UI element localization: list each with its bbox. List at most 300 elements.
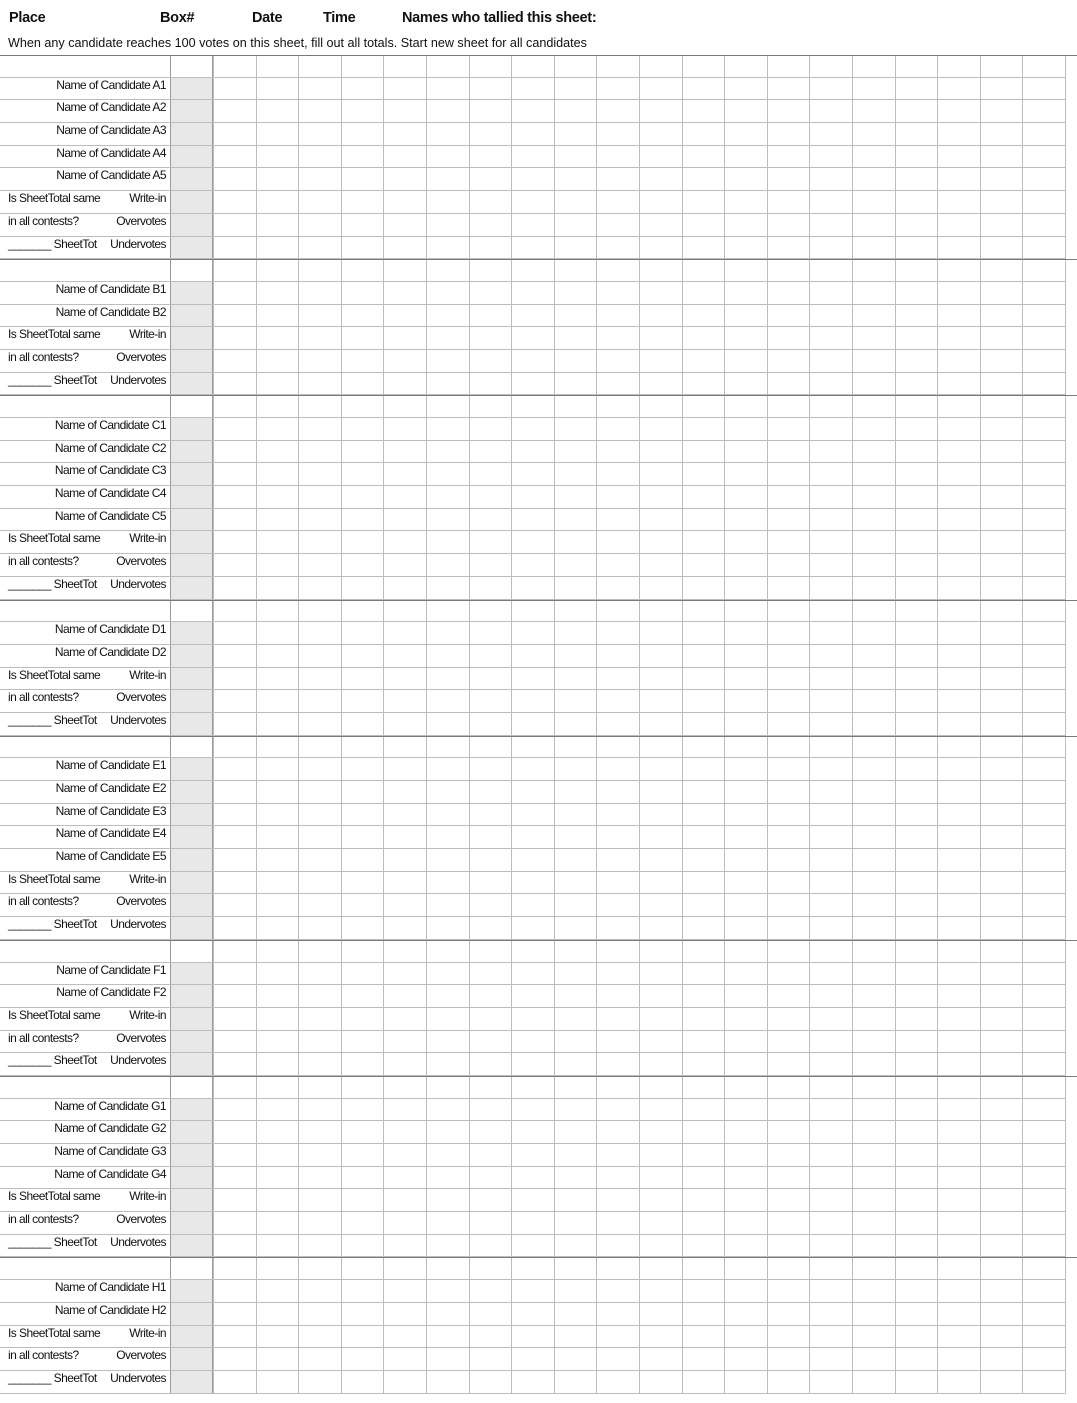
tally-cell[interactable] [724, 1053, 767, 1076]
tally-cell[interactable] [426, 601, 469, 623]
tally-cell[interactable] [682, 849, 725, 872]
tally-cell[interactable] [596, 1099, 639, 1122]
tally-cell[interactable] [767, 146, 810, 169]
tally-cell[interactable] [1022, 713, 1065, 736]
tally-cell[interactable] [383, 1258, 426, 1280]
tally-cell[interactable] [809, 1008, 852, 1031]
tally-cell[interactable] [639, 781, 682, 804]
tally-cell[interactable] [298, 146, 341, 169]
tally-cell[interactable] [341, 941, 384, 963]
tally-cell[interactable] [256, 373, 299, 396]
tally-cell[interactable] [596, 1077, 639, 1099]
tally-cell[interactable] [937, 894, 980, 917]
tally-cell[interactable] [596, 1212, 639, 1235]
tally-cell[interactable] [596, 100, 639, 123]
tally-cell[interactable] [213, 577, 256, 600]
tally-cell[interactable] [256, 486, 299, 509]
tally-cell[interactable] [426, 1144, 469, 1167]
tally-cell[interactable] [724, 737, 767, 759]
tally-cell[interactable] [511, 123, 554, 146]
tally-cell[interactable] [341, 781, 384, 804]
tally-cell[interactable] [809, 577, 852, 600]
tally-cell[interactable] [639, 350, 682, 373]
tally-cell[interactable] [383, 554, 426, 577]
tally-cell[interactable] [511, 554, 554, 577]
tally-cell[interactable] [256, 396, 299, 418]
tally-cell[interactable] [511, 237, 554, 260]
tally-cell[interactable] [341, 100, 384, 123]
tally-cell[interactable] [639, 168, 682, 191]
tally-cell[interactable] [554, 191, 597, 214]
tally-cell[interactable] [895, 396, 938, 418]
tally-cell[interactable] [724, 985, 767, 1008]
tally-cell[interactable] [937, 849, 980, 872]
tally-cell[interactable] [298, 282, 341, 305]
total-input-cell[interactable] [170, 781, 213, 804]
tally-cell[interactable] [554, 872, 597, 895]
tally-cell[interactable] [383, 917, 426, 940]
tally-cell[interactable] [256, 282, 299, 305]
tally-cell[interactable] [809, 350, 852, 373]
tally-cell[interactable] [256, 1167, 299, 1190]
tally-cell[interactable] [767, 373, 810, 396]
tally-cell[interactable] [1022, 645, 1065, 668]
tally-cell[interactable] [298, 305, 341, 328]
tally-cell[interactable] [980, 941, 1023, 963]
total-input-cell[interactable] [170, 804, 213, 827]
tally-cell[interactable] [341, 327, 384, 350]
tally-cell[interactable] [639, 1144, 682, 1167]
tally-cell[interactable] [383, 1144, 426, 1167]
tally-cell[interactable] [596, 1348, 639, 1371]
tally-cell[interactable] [724, 168, 767, 191]
tally-cell[interactable] [639, 804, 682, 827]
tally-cell[interactable] [426, 713, 469, 736]
tally-cell[interactable] [256, 1235, 299, 1258]
tally-cell[interactable] [554, 214, 597, 237]
tally-cell[interactable] [426, 100, 469, 123]
tally-cell[interactable] [596, 781, 639, 804]
tally-cell[interactable] [767, 1212, 810, 1235]
tally-cell[interactable] [895, 985, 938, 1008]
tally-cell[interactable] [980, 645, 1023, 668]
tally-cell[interactable] [937, 56, 980, 78]
tally-cell[interactable] [809, 713, 852, 736]
tally-cell[interactable] [980, 963, 1023, 986]
tally-cell[interactable] [596, 56, 639, 78]
tally-cell[interactable] [937, 1280, 980, 1303]
tally-cell[interactable] [682, 826, 725, 849]
tally-cell[interactable] [341, 146, 384, 169]
tally-cell[interactable] [809, 486, 852, 509]
tally-cell[interactable] [767, 737, 810, 759]
tally-cell[interactable] [554, 373, 597, 396]
tally-cell[interactable] [724, 690, 767, 713]
tally-cell[interactable] [937, 1258, 980, 1280]
tally-cell[interactable] [298, 1053, 341, 1076]
tally-cell[interactable] [511, 645, 554, 668]
total-input-cell[interactable] [170, 418, 213, 441]
tally-cell[interactable] [511, 418, 554, 441]
tally-cell[interactable] [426, 645, 469, 668]
tally-cell[interactable] [639, 191, 682, 214]
tally-cell[interactable] [554, 1258, 597, 1280]
tally-cell[interactable] [682, 804, 725, 827]
tally-cell[interactable] [511, 804, 554, 827]
tally-cell[interactable] [511, 668, 554, 691]
tally-cell[interactable] [980, 146, 1023, 169]
tally-cell[interactable] [383, 56, 426, 78]
tally-cell[interactable] [639, 963, 682, 986]
tally-cell[interactable] [341, 1235, 384, 1258]
tally-cell[interactable] [469, 1348, 512, 1371]
tally-cell[interactable] [639, 531, 682, 554]
tally-cell[interactable] [383, 849, 426, 872]
tally-cell[interactable] [852, 1031, 895, 1054]
tally-cell[interactable] [383, 1212, 426, 1235]
tally-cell[interactable] [426, 531, 469, 554]
tally-cell[interactable] [682, 463, 725, 486]
tally-cell[interactable] [383, 1371, 426, 1394]
tally-cell[interactable] [809, 941, 852, 963]
tally-cell[interactable] [1022, 872, 1065, 895]
tally-cell[interactable] [596, 1031, 639, 1054]
tally-cell[interactable] [895, 1326, 938, 1349]
tally-cell[interactable] [852, 1326, 895, 1349]
tally-cell[interactable] [724, 1099, 767, 1122]
tally-cell[interactable] [469, 1303, 512, 1326]
tally-cell[interactable] [937, 418, 980, 441]
tally-cell[interactable] [980, 872, 1023, 895]
tally-cell[interactable] [213, 1235, 256, 1258]
tally-cell[interactable] [383, 826, 426, 849]
tally-cell[interactable] [383, 1121, 426, 1144]
tally-cell[interactable] [809, 1326, 852, 1349]
tally-cell[interactable] [469, 826, 512, 849]
tally-cell[interactable] [639, 1189, 682, 1212]
tally-cell[interactable] [383, 668, 426, 691]
tally-cell[interactable] [341, 1167, 384, 1190]
total-input-cell[interactable] [170, 645, 213, 668]
tally-cell[interactable] [937, 1031, 980, 1054]
tally-cell[interactable] [596, 601, 639, 623]
tally-cell[interactable] [341, 78, 384, 101]
tally-cell[interactable] [895, 963, 938, 986]
tally-cell[interactable] [426, 872, 469, 895]
tally-cell[interactable] [256, 1348, 299, 1371]
tally-cell[interactable] [511, 1121, 554, 1144]
tally-cell[interactable] [596, 1167, 639, 1190]
tally-cell[interactable] [937, 146, 980, 169]
tally-cell[interactable] [937, 1099, 980, 1122]
tally-cell[interactable] [852, 645, 895, 668]
tally-cell[interactable] [937, 1144, 980, 1167]
tally-cell[interactable] [298, 78, 341, 101]
tally-cell[interactable] [724, 554, 767, 577]
tally-cell[interactable] [213, 191, 256, 214]
total-input-cell[interactable] [170, 509, 213, 532]
tally-cell[interactable] [298, 237, 341, 260]
tally-cell[interactable] [809, 1258, 852, 1280]
tally-cell[interactable] [1022, 668, 1065, 691]
tally-cell[interactable] [937, 327, 980, 350]
tally-cell[interactable] [809, 554, 852, 577]
total-input-cell[interactable] [170, 1008, 213, 1031]
tally-cell[interactable] [256, 1303, 299, 1326]
tally-cell[interactable] [1022, 758, 1065, 781]
tally-cell[interactable] [554, 668, 597, 691]
tally-cell[interactable] [682, 713, 725, 736]
tally-cell[interactable] [767, 1077, 810, 1099]
tally-cell[interactable] [682, 418, 725, 441]
tally-cell[interactable] [469, 849, 512, 872]
total-input-cell[interactable] [170, 941, 213, 963]
tally-cell[interactable] [426, 509, 469, 532]
tally-cell[interactable] [511, 1189, 554, 1212]
tally-cell[interactable] [980, 237, 1023, 260]
tally-cell[interactable] [682, 100, 725, 123]
total-input-cell[interactable] [170, 396, 213, 418]
tally-cell[interactable] [469, 509, 512, 532]
tally-cell[interactable] [213, 260, 256, 282]
tally-cell[interactable] [469, 668, 512, 691]
tally-cell[interactable] [1022, 78, 1065, 101]
tally-cell[interactable] [341, 737, 384, 759]
tally-cell[interactable] [383, 1077, 426, 1099]
tally-cell[interactable] [767, 941, 810, 963]
tally-cell[interactable] [895, 486, 938, 509]
tally-cell[interactable] [639, 123, 682, 146]
tally-cell[interactable] [596, 1144, 639, 1167]
tally-cell[interactable] [213, 1053, 256, 1076]
tally-cell[interactable] [213, 737, 256, 759]
tally-cell[interactable] [767, 486, 810, 509]
tally-cell[interactable] [852, 1053, 895, 1076]
tally-cell[interactable] [256, 350, 299, 373]
tally-cell[interactable] [639, 463, 682, 486]
tally-cell[interactable] [554, 1348, 597, 1371]
tally-cell[interactable] [852, 1371, 895, 1394]
tally-cell[interactable] [682, 168, 725, 191]
tally-cell[interactable] [852, 622, 895, 645]
tally-cell[interactable] [383, 373, 426, 396]
tally-cell[interactable] [298, 577, 341, 600]
tally-cell[interactable] [1022, 441, 1065, 464]
tally-cell[interactable] [383, 985, 426, 1008]
tally-cell[interactable] [511, 758, 554, 781]
tally-cell[interactable] [341, 554, 384, 577]
tally-cell[interactable] [980, 985, 1023, 1008]
tally-cell[interactable] [852, 849, 895, 872]
tally-cell[interactable] [767, 1008, 810, 1031]
tally-cell[interactable] [426, 1371, 469, 1394]
tally-cell[interactable] [852, 396, 895, 418]
tally-cell[interactable] [852, 917, 895, 940]
total-input-cell[interactable] [170, 894, 213, 917]
total-input-cell[interactable] [170, 985, 213, 1008]
tally-cell[interactable] [341, 441, 384, 464]
tally-cell[interactable] [256, 1077, 299, 1099]
tally-cell[interactable] [341, 690, 384, 713]
tally-cell[interactable] [511, 985, 554, 1008]
tally-cell[interactable] [639, 1212, 682, 1235]
tally-cell[interactable] [256, 100, 299, 123]
tally-cell[interactable] [767, 1144, 810, 1167]
tally-cell[interactable] [341, 168, 384, 191]
tally-cell[interactable] [596, 963, 639, 986]
tally-cell[interactable] [213, 1121, 256, 1144]
tally-cell[interactable] [809, 1053, 852, 1076]
tally-cell[interactable] [724, 486, 767, 509]
tally-cell[interactable] [682, 191, 725, 214]
tally-cell[interactable] [724, 1031, 767, 1054]
tally-cell[interactable] [554, 1099, 597, 1122]
tally-cell[interactable] [639, 668, 682, 691]
tally-cell[interactable] [298, 260, 341, 282]
tally-cell[interactable] [937, 486, 980, 509]
tally-cell[interactable] [809, 146, 852, 169]
tally-cell[interactable] [639, 713, 682, 736]
tally-cell[interactable] [554, 963, 597, 986]
tally-cell[interactable] [937, 78, 980, 101]
tally-cell[interactable] [682, 1099, 725, 1122]
tally-cell[interactable] [213, 146, 256, 169]
total-input-cell[interactable] [170, 168, 213, 191]
tally-cell[interactable] [724, 941, 767, 963]
tally-cell[interactable] [213, 1167, 256, 1190]
tally-cell[interactable] [383, 622, 426, 645]
tally-cell[interactable] [980, 804, 1023, 827]
total-input-cell[interactable] [170, 1235, 213, 1258]
tally-cell[interactable] [298, 214, 341, 237]
tally-cell[interactable] [213, 826, 256, 849]
tally-cell[interactable] [256, 168, 299, 191]
tally-cell[interactable] [298, 781, 341, 804]
tally-cell[interactable] [426, 191, 469, 214]
tally-cell[interactable] [554, 804, 597, 827]
tally-cell[interactable] [213, 1326, 256, 1349]
tally-cell[interactable] [980, 191, 1023, 214]
tally-cell[interactable] [383, 601, 426, 623]
tally-cell[interactable] [682, 645, 725, 668]
tally-cell[interactable] [682, 327, 725, 350]
tally-cell[interactable] [937, 554, 980, 577]
tally-cell[interactable] [895, 123, 938, 146]
tally-cell[interactable] [895, 282, 938, 305]
tally-cell[interactable] [511, 1371, 554, 1394]
tally-cell[interactable] [895, 350, 938, 373]
tally-cell[interactable] [809, 963, 852, 986]
tally-cell[interactable] [852, 509, 895, 532]
tally-cell[interactable] [213, 463, 256, 486]
tally-cell[interactable] [682, 963, 725, 986]
tally-cell[interactable] [895, 509, 938, 532]
tally-cell[interactable] [1022, 1031, 1065, 1054]
tally-cell[interactable] [682, 577, 725, 600]
tally-cell[interactable] [213, 237, 256, 260]
tally-cell[interactable] [596, 985, 639, 1008]
tally-cell[interactable] [341, 509, 384, 532]
tally-cell[interactable] [682, 282, 725, 305]
tally-cell[interactable] [639, 305, 682, 328]
tally-cell[interactable] [1022, 1235, 1065, 1258]
tally-cell[interactable] [809, 645, 852, 668]
tally-cell[interactable] [596, 1008, 639, 1031]
tally-cell[interactable] [767, 1099, 810, 1122]
tally-cell[interactable] [639, 554, 682, 577]
tally-cell[interactable] [256, 690, 299, 713]
tally-cell[interactable] [469, 327, 512, 350]
tally-cell[interactable] [256, 1099, 299, 1122]
tally-cell[interactable] [554, 1144, 597, 1167]
tally-cell[interactable] [767, 1189, 810, 1212]
tally-cell[interactable] [298, 1189, 341, 1212]
tally-cell[interactable] [639, 214, 682, 237]
tally-cell[interactable] [554, 1235, 597, 1258]
tally-cell[interactable] [1022, 917, 1065, 940]
tally-cell[interactable] [469, 463, 512, 486]
tally-cell[interactable] [639, 1258, 682, 1280]
tally-cell[interactable] [383, 260, 426, 282]
tally-cell[interactable] [554, 713, 597, 736]
tally-cell[interactable] [1022, 1280, 1065, 1303]
tally-cell[interactable] [639, 1167, 682, 1190]
tally-cell[interactable] [213, 531, 256, 554]
tally-cell[interactable] [809, 168, 852, 191]
tally-cell[interactable] [554, 826, 597, 849]
tally-cell[interactable] [980, 418, 1023, 441]
tally-cell[interactable] [213, 668, 256, 691]
tally-cell[interactable] [724, 917, 767, 940]
tally-cell[interactable] [682, 1348, 725, 1371]
tally-cell[interactable] [937, 373, 980, 396]
tally-cell[interactable] [256, 622, 299, 645]
tally-cell[interactable] [469, 917, 512, 940]
tally-cell[interactable] [511, 441, 554, 464]
tally-cell[interactable] [426, 1167, 469, 1190]
tally-cell[interactable] [980, 350, 1023, 373]
tally-cell[interactable] [895, 56, 938, 78]
tally-cell[interactable] [682, 1077, 725, 1099]
tally-cell[interactable] [256, 737, 299, 759]
tally-cell[interactable] [213, 1371, 256, 1394]
tally-cell[interactable] [256, 463, 299, 486]
tally-cell[interactable] [469, 872, 512, 895]
tally-cell[interactable] [256, 1371, 299, 1394]
tally-cell[interactable] [980, 282, 1023, 305]
tally-cell[interactable] [895, 737, 938, 759]
tally-cell[interactable] [895, 373, 938, 396]
tally-cell[interactable] [426, 350, 469, 373]
tally-cell[interactable] [596, 486, 639, 509]
tally-cell[interactable] [554, 56, 597, 78]
tally-cell[interactable] [298, 1326, 341, 1349]
tally-cell[interactable] [767, 601, 810, 623]
tally-cell[interactable] [426, 668, 469, 691]
tally-cell[interactable] [596, 826, 639, 849]
tally-cell[interactable] [852, 1167, 895, 1190]
tally-cell[interactable] [469, 804, 512, 827]
tally-cell[interactable] [213, 396, 256, 418]
tally-cell[interactable] [1022, 396, 1065, 418]
total-input-cell[interactable] [170, 1144, 213, 1167]
tally-cell[interactable] [937, 1326, 980, 1349]
tally-cell[interactable] [937, 260, 980, 282]
tally-cell[interactable] [852, 758, 895, 781]
tally-cell[interactable] [1022, 237, 1065, 260]
tally-cell[interactable] [852, 894, 895, 917]
tally-cell[interactable] [895, 804, 938, 827]
